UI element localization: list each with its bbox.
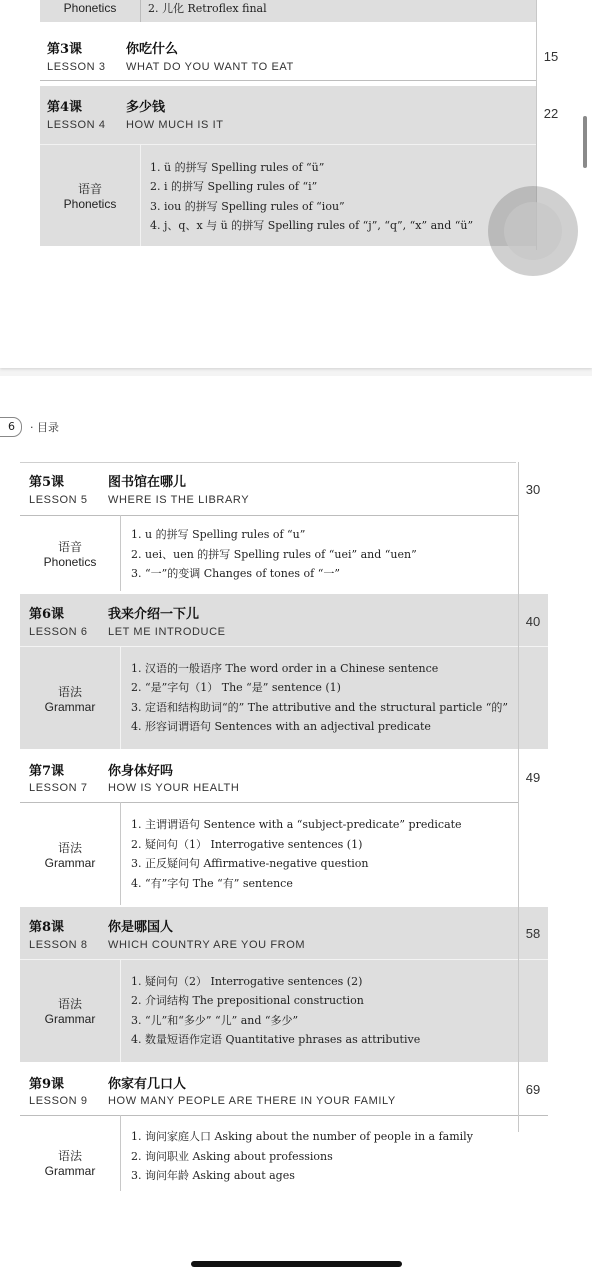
table-top-border <box>20 462 516 463</box>
lesson-title-zh: 图书馆在哪儿 <box>108 475 187 490</box>
lesson-number-zh: 第7课 <box>29 764 65 779</box>
assistive-touch-icon <box>504 202 562 260</box>
section-label-zh: 语法 <box>57 1149 82 1163</box>
section-item: 1. 询问家庭人口 Asking about the number of people in a family <box>131 1130 473 1143</box>
section-label-zh: 语音 <box>77 182 102 196</box>
column-divider <box>120 802 121 905</box>
lesson-title-en: HOW MANY PEOPLE ARE THERE IN YOUR FAMILY <box>108 1095 396 1107</box>
section-item: 2. i 的拼写 Spelling rules of “i” <box>150 180 318 193</box>
page-number-badge <box>0 417 22 437</box>
section-item: 2. 询问职业 Asking about professions <box>131 1150 333 1163</box>
toc-page-previous <box>0 0 592 368</box>
lesson-number-en: LESSON 5 <box>29 494 88 506</box>
lesson-number-en: LESSON 7 <box>29 782 88 794</box>
column-divider <box>140 144 141 246</box>
assistive-touch-button[interactable] <box>488 186 578 276</box>
lesson-title-en: WHICH COUNTRY ARE YOU FROM <box>108 939 306 951</box>
section-item: 3. 定语和结构助词“的” The attributive and the structural particle “的” <box>131 701 508 714</box>
row-divider <box>20 959 548 960</box>
header-title: · 目录 <box>30 421 59 434</box>
row-divider <box>20 802 518 803</box>
section-label-zh: 语法 <box>57 685 82 699</box>
page-number: 15 <box>543 49 559 64</box>
section-item: 2. 疑问句（1） Interrogative sentences (1) <box>131 838 363 851</box>
lesson-title-zh: 你身体好吗 <box>108 764 174 779</box>
lesson-title-en: HOW MUCH IS IT <box>126 119 224 131</box>
lesson-title-en: LET ME INTRODUCE <box>108 626 226 638</box>
lesson-number-en: LESSON 8 <box>29 939 88 951</box>
column-divider <box>120 959 121 1062</box>
section-label-zh: 语法 <box>57 841 82 855</box>
row-divider <box>20 1115 548 1116</box>
section-item: 3. “儿”和“多少” “儿” and “多少” <box>131 1014 299 1027</box>
section-item: 2. 介词结构 The prepositional construction <box>131 994 364 1007</box>
lesson-number-zh: 第4课 <box>47 100 83 115</box>
section-item: 2. “是”字句（1） The “是” sentence (1) <box>131 681 341 694</box>
section-item: 3. iou 的拼写 Spelling rules of “iou” <box>150 200 345 213</box>
section-label-en: Grammar <box>44 856 96 870</box>
lesson-number-en: LESSON 9 <box>29 1095 88 1107</box>
section-item: 4. 形容词谓语句 Sentences with an adjectival predicate <box>131 720 431 733</box>
lesson-number-en: LESSON 3 <box>47 61 106 73</box>
page-number: 30 <box>525 482 541 497</box>
header-page-number: 6 <box>8 420 15 433</box>
lesson-title-zh: 你吃什么 <box>126 42 179 57</box>
section-item: 3. 询问年龄 Asking about ages <box>131 1169 295 1182</box>
page-number: 69 <box>525 1082 541 1097</box>
page-column-border <box>518 462 519 1132</box>
section-label-zh: 语音 <box>57 540 82 554</box>
lesson-number-zh: 第9课 <box>29 1077 65 1092</box>
section-label-zh: 语法 <box>57 997 82 1011</box>
lesson-title-zh: 我来介绍一下儿 <box>108 607 200 622</box>
lesson-number-en: LESSON 4 <box>47 119 106 131</box>
row-divider <box>40 144 536 145</box>
lesson-title-en: HOW IS YOUR HEALTH <box>108 782 240 794</box>
section-item: 2. uei、uen 的拼写 Spelling rules of “uei” and “uen” <box>131 548 417 561</box>
lesson-title-zh: 你是哪国人 <box>108 920 174 935</box>
lesson-number-zh: 第6课 <box>29 607 65 622</box>
lesson-number-zh: 第5课 <box>29 475 65 490</box>
section-label-en: Grammar <box>44 700 96 714</box>
lesson-number-zh: 第8课 <box>29 920 65 935</box>
scrollbar-thumb[interactable] <box>583 116 587 168</box>
lesson-number-zh: 第3课 <box>47 42 83 57</box>
toc-page-current <box>0 376 592 1280</box>
column-divider <box>120 1115 121 1191</box>
section-item: 4. j、q、x 与 ü 的拼写 Spelling rules of “j”, “q”, “x” and “ü” <box>150 219 474 232</box>
page-number: 40 <box>525 614 541 629</box>
section-item: 1. ü 的拼写 Spelling rules of “ü” <box>150 161 325 174</box>
section-item: 4. “有”字句 The “有” sentence <box>131 877 293 890</box>
page-number: 58 <box>525 926 541 941</box>
section-item: 1. u 的拼写 Spelling rules of “u” <box>131 528 306 541</box>
section-item: 2. 儿化 Retroflex final <box>148 2 267 15</box>
section-label-en: Grammar <box>44 1164 96 1178</box>
section-item: 4. 数量短语作定语 Quantitative phrases as attributive <box>131 1033 421 1046</box>
column-divider <box>120 646 121 749</box>
section-label-en: Phonetics <box>63 197 117 211</box>
section-item: 3. 正反疑问句 Affirmative-negative question <box>131 857 369 870</box>
section-item: 3. “一”的变调 Changes of tones of “一” <box>131 567 340 580</box>
section-label-en: Grammar <box>44 1012 96 1026</box>
row-divider <box>40 80 536 81</box>
lesson-number-en: LESSON 6 <box>29 626 88 638</box>
row-divider <box>20 646 548 647</box>
lesson-title-en: WHERE IS THE LIBRARY <box>108 494 250 506</box>
column-divider <box>140 0 141 22</box>
lesson-title-en: WHAT DO YOU WANT TO EAT <box>126 61 294 73</box>
lesson-title-zh: 你家有几口人 <box>108 1077 187 1092</box>
page-number: 49 <box>525 770 541 785</box>
lesson-title-zh: 多少钱 <box>126 100 166 115</box>
section-label-en: Phonetics <box>63 1 117 15</box>
row-divider <box>20 515 518 516</box>
section-item: 1. 主谓谓语句 Sentence with a “subject-predicate” predicate <box>131 818 462 831</box>
section-item: 1. 疑问句（2） Interrogative sentences (2) <box>131 975 363 988</box>
section-label-en: Phonetics <box>43 555 97 569</box>
home-indicator[interactable] <box>191 1261 402 1267</box>
section-item: 1. 汉语的一般语序 The word order in a Chinese sentence <box>131 662 439 675</box>
page-number: 22 <box>543 106 559 121</box>
column-divider <box>120 515 121 591</box>
